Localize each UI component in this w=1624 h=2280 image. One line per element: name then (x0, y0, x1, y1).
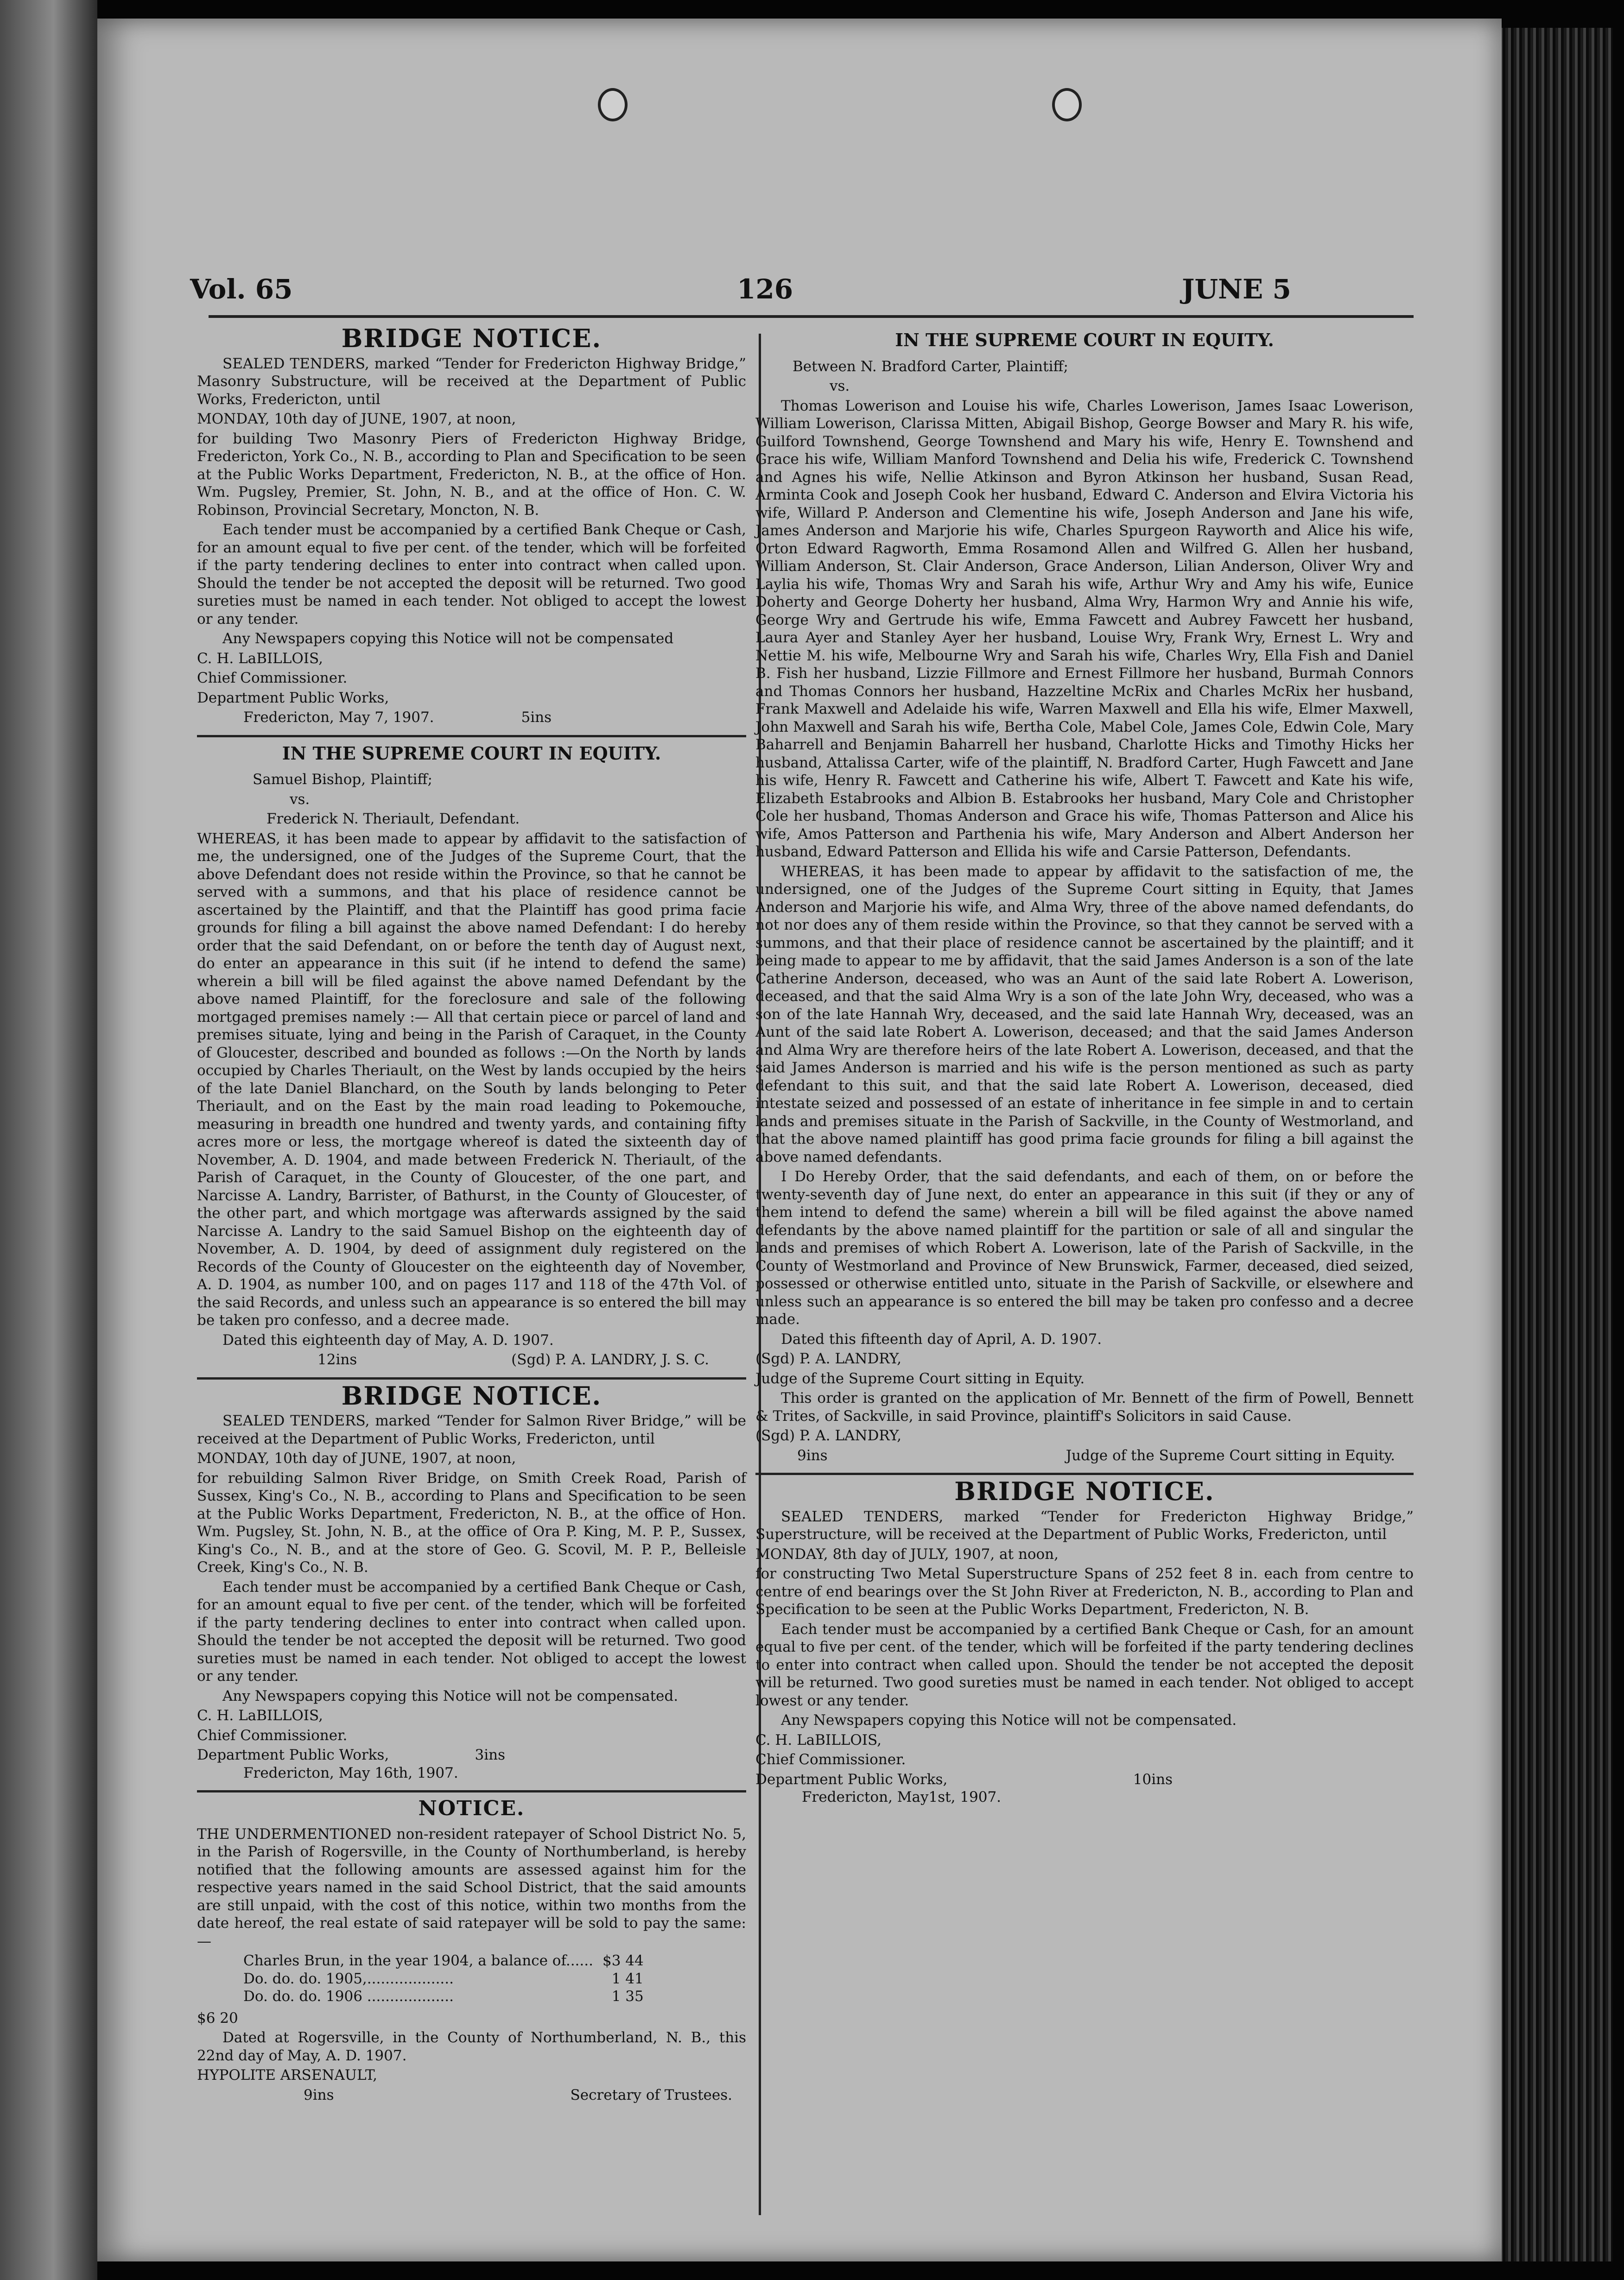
header-rule (209, 315, 1414, 318)
insertions: 10ins (1133, 1771, 1173, 1788)
insertions: 12ins (317, 1351, 357, 1368)
court-order: I Do Hereby Order, that the said defendants, and each of them, on or before the twenty-seventh day of June next, do enter an appearance in this suit (if they or any of them intend to defend the same) wherein a bill will be filed against the above named defendants by the above named plaintiff for the partition or sale of all and singular the lands and premises of which Robert A. Lowerison, late of the Parish of Sackville, in the County of Westmorland and Province of New Brunswick, Farmer, deceased, died seized, possessed or otherwise entitled unto, situate in the Parish of Sackville, or elsewhere and unless such an appearance is so entered the bill may be taken pro confesso and a decree made. (755, 1168, 1414, 1328)
signer-name: HYPOLITE ARSENAULT, (197, 2067, 378, 2084)
place-date: Fredericton, May1st, 1907. (802, 1789, 1002, 1805)
row-label: Charles Brun, in the year 1904, a balance of...... (243, 1952, 593, 1969)
court-order-body: WHEREAS, it has been made to appear by affidavit to the satisfaction of me, the undersigned, one of the Judges of the Supreme Court, that the above Defendant does not reside within the Province, so that he cannot be served with a summons, and that his place of residence cannot be ascertained by the Plaintiff, and that the Plaintiff has good prima facie grounds for filing a bill against the above named Defendant: I do hereby order that the said Defendant, on or before the tenth day of August next, do enter an appearance in this suit (if he intend to defend the same) wherein a bill will be filed against the above named Defendant by the above named Plaintiff, for the foreclosure and sale of the following mortgaged premises namely :— All that certain piece or parcel of land and premises situate, lying and being in the Parish of Caraquet, in the County of Gloucester, described and bounded as follows :—On the North by lands occupied by Charles Theriault, on the West by lands occupied by the heirs of the late Daniel Blanchard, on the South by lands belonging to Peter Theriault, and on the East by the main road leading to Pokemouche, measuring in breadth one hundred and twenty yards, and containing fifty acres more or less, the mortgage whereof is dated the sixteenth day of November, A. D. 1904, and made between Frederick N. Theriault, of the Parish of Caraquet, in the County of Gloucester, of the one part, and Narcisse A. Landry, Barrister, of Bathurst, in the County of Gloucester, of the other part, and which mortgage was afterwards assigned by the said Narcisse A. Landry to the said Samuel Bishop on the eighteenth day of November, A. D. 1904, by deed of assignment duly registered on the Records of the County of Gloucester on the eighteenth day of November, A. D. 1904, as number 100, and on pages 117 and 118 of the 47th Vol. of the said Records, and unless such an appearance is so entered the bill may be taken pro confesso, and a decree made. (197, 830, 746, 1329)
judge-signature: (Sgd) P. A. LANDRY, J. S. C. (511, 1351, 709, 1368)
place-date: Fredericton, May 16th, 1907. (243, 1764, 458, 1781)
judge-title: Judge of the Supreme Court sitting in Equity. (755, 1370, 1085, 1387)
tender-details: for constructing Two Metal Superstructure Spans of 252 feet 8 in. each from centre to centre of end bearings over the St John River at Fredericton, N. B., according to Plan and Specification to be seen at the Public Works Department, Fredericton, N. B. (755, 1565, 1414, 1618)
judge-signature: (Sgd) P. A. LANDRY, (755, 1427, 902, 1444)
row-amount: 1 41 (611, 1970, 644, 1987)
bridge-notice-2-title: BRIDGE NOTICE. (341, 1381, 602, 1411)
department: Department Public Works, (197, 689, 389, 706)
signer-title: Secretary of Trustees. (570, 2086, 732, 2103)
row-label: Do. do. do. 1906 ................... (243, 1988, 454, 2005)
order-application: This order is granted on the application of Mr. Bennett of the firm of Powell, Bennett & Trites, of Sackville, in said Province, plaintiff's Solicitors in said Cause. (755, 1390, 1414, 1425)
plaintiff: Samuel Bishop, Plaintiff; (253, 771, 432, 788)
issue-date: JUNE 5 (1182, 273, 1291, 305)
insertions: 3ins (475, 1747, 505, 1763)
section-rule (197, 735, 746, 737)
court-notice-1-title: IN THE SUPREME COURT IN EQUITY. (282, 742, 661, 764)
table-row (239, 1970, 648, 1988)
notice-title: NOTICE. (418, 1797, 525, 1820)
volume-label: Vol. 65 (190, 273, 293, 305)
bridge-notice-1 (197, 323, 746, 727)
table-row (239, 1988, 648, 2006)
newspaper-note: Any Newspapers copying this Notice will not be compensated. (781, 1712, 1237, 1729)
total-amount: $6 20 (197, 2009, 238, 2027)
section-rule (197, 1377, 746, 1380)
defendants-list: Thomas Lowerison and Louise his wife, Charles Lowerison, James Isaac Lowerison, William Lowerison, Clarissa Mitten, Abigail Bishop, George Bowser and Mary R. his wife, Guilford Townshend, George Townshend and Mary his wife, Henry E. Townshend and Grace his wife, William Manford Townshend and Delia his wife, Frederick C. Townshend and Agnes his wife, Nellie Atkinson and Byron Atkinson her husband, Susan Read, Arminta Cook and Joseph Cook her husband, Edward C. Anderson and Elvira Victoria his wife, Willard P. Anderson and Clementine his wife, Joseph Anderson and Jane his wife, James Anderson and Marjorie his wife, Charles Spurgeon Rayworth and Alice his wife, Orton Edward Ragworth, Emma Rosamond Allen and Wilfred G. Allen her husband, William Anderson, St. Clair Anderson, Grace Anderson, Lilian Anderson, Oliver Wry and Laylia his wife, Thomas Wry and Sarah his wife, Arthur Wry and Amy his wife, Eunice Doherty and George Doherty her husband, Alma Wry, Harmon Wry and Annie his wife, George Wry and Gertrude his wife, Emma Fawcett and Aubrey Fawcett her husband, Laura Ayer and Stanley Ayer her husband, Louise Wry, Frank Wry, Ernest L. Wry and Nettie M. his wife, Melbourne Wry and Sarah his wife, Charles Wry, Ella Fish and Daniel B. Fish her husband, Lizzie Fillmore and Ernest Fillmore her husband, Burmah Connors and Thomas Connors her husband, Hazzeltine McRix and Charles McRix her husband, Frank Maxwell and Adelaide his wife, Warren Maxwell and Ella his wife, Elmer Maxwell, John Maxwell and Sarah his wife, Bertha Cole, Mabel Cole, James Cole, Edwin Cole, Mary Baharrell and Benjamin Baharrell her husband, Charlotte Hicks and Timothy Hicks her husband, Attalissa Carter, wife of the plaintiff, N. Bradford Carter, Hugh Fawcett and Jane his wife, Henry R. Fawcett and Catherine his wife, Albert T. Fawcett and Kate his wife, Elizabeth Estabrooks and Albion B. Estabrooks her husband, Mary Cole and Christopher Cole her husband, Thomas Anderson and Grace his wife, Thomas Patterson and Alice his wife, Amos Patterson and Parthenia his wife, Mary Anderson and Albert Anderson her husband, Edward Patterson and Ellida his wife and Carsie Patterson, Defendants. (755, 397, 1414, 860)
court-dated: Dated this eighteenth day of May, A. D. 1907. (222, 1331, 554, 1349)
tender-deadline: MONDAY, 10th day of JUNE, 1907, at noon, (197, 1450, 516, 1467)
row-amount: $3 44 (602, 1952, 644, 1969)
judge-title: Judge of the Supreme Court sitting in Equity. (1066, 1447, 1395, 1464)
signer-name: C. H. LaBILLOIS, (755, 1731, 882, 1748)
department: Department Public Works, (197, 1747, 389, 1763)
bridge-notice-1-title: BRIDGE NOTICE. (341, 323, 602, 353)
tender-deadline: MONDAY, 10th day of JUNE, 1907, at noon, (197, 411, 516, 427)
binding-hole (598, 88, 628, 121)
signer-title: Chief Commissioner. (197, 1727, 348, 1744)
insertions: 9ins (304, 2086, 334, 2103)
facing-page-edge (0, 0, 97, 2280)
table-row (239, 1952, 648, 1970)
defendant: Frederick N. Theriault, Defendant. (266, 811, 520, 827)
signer-title: Chief Commissioner. (755, 1751, 906, 1768)
court-notice-2-title: IN THE SUPREME COURT IN EQUITY. (895, 329, 1274, 350)
place-date: Fredericton, May 7, 1907. (243, 709, 434, 726)
department: Department Public Works, (755, 1771, 948, 1788)
court-whereas: WHEREAS, it has been made to appear by affidavit to the satisfaction of me, the undersigned, one of the Judges of the Supreme Court sitting in Equity, that James Anderson and Marjorie his wife, and Alma Wry, three of the above named defendants, do not nor does any of them reside within the Province, so that they cannot be served with a summons, and that their place of residence cannot be ascertained by the plaintiff; and it being made to appear to me by affidavit, that the said James Anderson is a son of the late Catherine Anderson, deceased, who was an Aunt of the said late Robert A. Lowerison, deceased, and that the said Alma Wry is a son of the late John Wry, deceased, who was a son of the late Hannah Wry, deceased, and the said late Hannah Wry, deceased, was an Aunt of the said late Robert A. Lowerison, deceased; and that the said James Anderson and Alma Wry are therefore heirs of the late Robert A. Lowerison, deceased, and that the said James Anderson is married and his wife is the person mentioned as such as party defendant to this suit, and that the said late Robert A. Lowerison, deceased, died intestate seized and possessed of an estate of inheritance in fee simple in and to certain lands and premises situate in the Parish of Sackville, in the County of Westmorland, and that the above named plaintiff has good prima facie grounds for filing a bill against the above named defendants. (755, 863, 1414, 1165)
tender-intro: SEALED TENDERS, marked “Tender for Salmon River Bridge,” will be received at the Department of Public Works, Fredericton, until (197, 1412, 746, 1447)
bridge-notice-3-title: BRIDGE NOTICE. (954, 1476, 1215, 1506)
gazette-page (97, 19, 1502, 2261)
left-column (197, 323, 746, 2104)
school-tax-notice (197, 1797, 746, 2104)
tender-intro: SEALED TENDERS, marked “Tender for Fredericton Highway Bridge,” Superstructure, will be received at the Department of Public Works, Fredericton, until (755, 1508, 1414, 1543)
row-amount: 1 35 (611, 1988, 644, 2005)
tender-details: for building Two Masonry Piers of Fredericton Highway Bridge, Fredericton, York Co., N. B., according to Plan and Specification to be seen at the Public Works Department, Fredericton, N. B., at the office of Hon. Wm. Pugsley, Premier, St. John, N. B., and at the office of Hon. C. W. Robinson, Provincial Secretary, Moncton, N. B. (197, 430, 746, 519)
bridge-notice-2 (197, 1381, 746, 1782)
judge-signature: (Sgd) P. A. LANDRY, (755, 1350, 902, 1367)
signer-name: C. H. LaBILLOIS, (197, 650, 323, 667)
signer-title: Chief Commissioner. (197, 670, 348, 686)
court-dated: Dated this fifteenth day of April, A. D. 1907. (781, 1330, 1102, 1348)
newspaper-note: Any Newspapers copying this Notice will not be compensated (222, 630, 674, 647)
insertions: 9ins (797, 1447, 828, 1464)
row-label: Do. do. do. 1905,................... (243, 1970, 454, 1987)
notice-body: THE UNDERMENTIONED non-resident ratepayer of School District No. 5, in the Parish of Rogersville, in the County of Northumberland, is hereby notified that the following amounts are assessed against him for the respective years named in the said School District, that the said amounts are still unpaid, with the cost of this notice, within two months from the date hereof, the real estate of said ratepayer will be sold to pay the same:— (197, 1825, 746, 1950)
right-column (755, 327, 1414, 1808)
tender-intro: SEALED TENDERS, marked “Tender for Fredericton Highway Bridge,” Masonry Substructure, will be received at the Department of Public Works, Fredericton, until (197, 355, 746, 408)
notice-dated: Dated at Rogersville, in the County of Northumberland, N. B., this 22nd day of May, A. D. 1907. (197, 2029, 746, 2064)
plaintiff: Between N. Bradford Carter, Plaintiff; (793, 358, 1068, 375)
tender-conditions: Each tender must be accompanied by a certified Bank Cheque or Cash, for an amount equal to five per cent. of the tender, which will be forfeited if the party tendering declines to enter into contract when called upon. Should the tender be not accepted the deposit will be returned. Two good sureties must be named in each tender. Not obliged to accept the lowest or any tender. (197, 521, 746, 627)
page-number: 126 (737, 273, 793, 305)
tax-table (239, 1952, 648, 2006)
newspaper-note: Any Newspapers copying this Notice will not be compensated. (222, 1687, 679, 1704)
versus: vs. (290, 791, 310, 808)
signer-name: C. H. LaBILLOIS, (197, 1707, 323, 1724)
tender-details: for rebuilding Salmon River Bridge, on Smith Creek Road, Parish of Sussex, King's Co., N. B., according to Plans and Specification to be seen at the Public Works Department, Fredericton, N. B., at the office of Hon. Wm. Pugsley, St. John, N. B., at the office of Ora P. King, M. P. P., Sussex, King's Co., N. B., and at the store of Geo. G. Scovil, M. P. P., Belleisle Creek, King's Co., N. B. (197, 1469, 746, 1576)
versus: vs. (830, 378, 850, 394)
section-rule (197, 1790, 746, 1792)
page-stack-edges (1497, 28, 1613, 2261)
binding-hole (1052, 88, 1082, 121)
insertions: 5ins (521, 709, 552, 726)
section-rule (755, 1473, 1414, 1475)
tender-conditions: Each tender must be accompanied by a certified Bank Cheque or Cash, for an amount equal to five per cent. of the tender, which will be forfeited if the party tendering declines to enter into contract when called upon. Should the tender be not accepted the deposit will be returned. Two good sureties must be named in each tender. Not obliged to accept lowest or any tender. (755, 1621, 1414, 1709)
tender-deadline: MONDAY, 8th day of JULY, 1907, at noon, (755, 1545, 1059, 1563)
bridge-notice-3 (755, 1476, 1414, 1806)
tender-conditions: Each tender must be accompanied by a certified Bank Cheque or Cash, for an amount equal to five per cent. of the tender, which will be forfeited if the party tendering declines to enter into contract when called upon. Should the tender be not accepted the deposit will be returned. Two good sureties must be named in each tender. Not obliged to accept the lowest or any tender. (197, 1578, 746, 1685)
court-notice-1 (197, 742, 746, 1369)
court-notice-2 (755, 331, 1414, 1464)
